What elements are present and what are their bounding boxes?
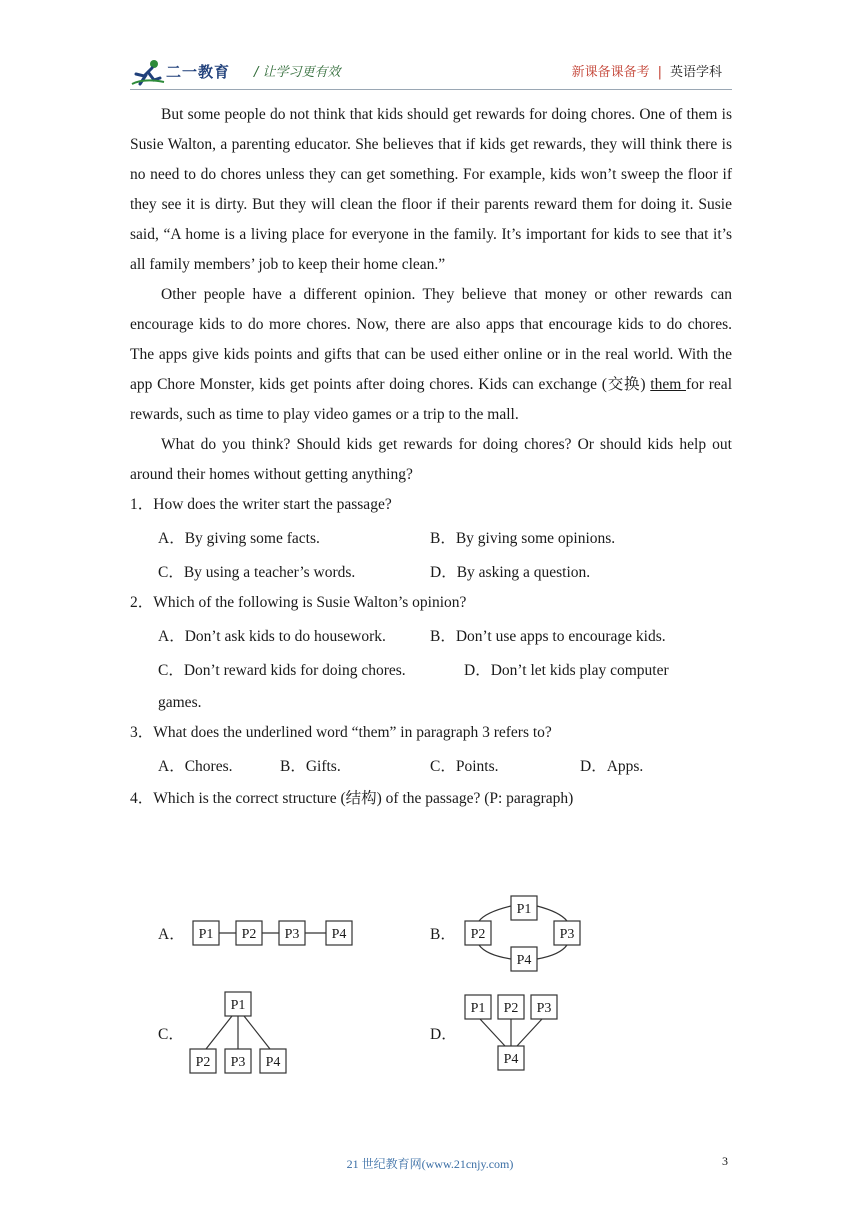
paragraph-3-after: for real rewards, such as time to play video games or a trip to the mall. — [130, 376, 732, 423]
footer-site[interactable]: 21 世纪教育网(www.21cnjy.com) — [346, 1157, 514, 1171]
q3-option-a: A．Chores. — [158, 758, 233, 775]
page-number: 3 — [722, 1154, 728, 1168]
question-3: 3．What does the underlined word “them” in paragraph 3 refers to? — [130, 724, 552, 741]
underlined-word: them — [650, 376, 686, 393]
q3-option-c: C．Points. — [430, 758, 499, 775]
tagline: 新课备课备考 — [571, 65, 650, 80]
diagram-c-link — [206, 1016, 232, 1049]
diagram-a-p3-label: P3 — [284, 927, 300, 942]
q2-option-a: A．Don’t ask kids to do housework. — [158, 628, 386, 645]
diagram-c-p4-label: P4 — [265, 1055, 281, 1070]
paragraph-2: But some people do not think that kids should get rewards for doing chores. One of them is Susie Walton, a parenting educator. She believes that if kids get rewards, they will think there is no need to do chores unless they can get something. For example, kids won’t sweep the floor if they see it is dirty. But they will clean the floor if their parents reward them for doing it. Susie said, “A home is a living place for everyone in the family. It’s important for kids to see that it’s all family members’ job to keep their home clean.” — [130, 106, 732, 273]
diagram-d-link — [517, 1019, 542, 1046]
q4-option-c: C． — [158, 1026, 184, 1043]
diagram-a — [193, 921, 352, 945]
q2-option-b: B．Don’t use apps to encourage kids. — [430, 628, 666, 645]
q4-option-a: A． — [158, 926, 185, 943]
diagram-a-p4-label: P4 — [331, 927, 347, 942]
diagram-b-link — [537, 945, 567, 959]
q1-option-b: B．By giving some opinions. — [430, 530, 616, 547]
diagram-a-p1-label: P1 — [198, 927, 214, 942]
q3-option-b: B．Gifts. — [280, 758, 341, 775]
q3-option-d: D．Apps. — [580, 758, 644, 775]
diagram-d-p4-label: P4 — [503, 1052, 519, 1067]
slogan: / 让学习更有效 — [254, 65, 341, 80]
diagram-d-p2-label: P2 — [503, 1001, 519, 1016]
diagram-a-p2-label: P2 — [241, 927, 257, 942]
q2-option-d: D．Don’t let kids play computer — [464, 662, 669, 679]
diagram-c-p2-label: P2 — [195, 1055, 211, 1070]
diagram-b-p1-label: P1 — [516, 902, 532, 917]
diagram-b-link — [537, 906, 567, 921]
diagram-d-link — [480, 1019, 505, 1046]
diagram-d-p3-label: P3 — [536, 1001, 552, 1016]
diagram-b-link — [479, 906, 511, 921]
paragraph-3-before: Other people have a different opinion. They believe that money or other rewards can encourage kids to do more chores. Now, there are also apps that encourage kids to do chores. The apps give kids points and gifts that can be used either online or in the real world. With the app Chore Monster, kids get points after doing chores. Kids can exchange (交换) — [130, 286, 732, 393]
diagram-b-p4-label: P4 — [516, 953, 532, 968]
paragraph-4: What do you think? Should kids get rewards for doing chores? Or should kids help out around their homes without getting anything? — [130, 436, 732, 483]
diagram-d-p1-label: P1 — [470, 1001, 486, 1016]
question-2: 2．Which of the following is Susie Walton’s opinion? — [130, 594, 467, 611]
q2-option-c: C．Don’t reward kids for doing chores. — [158, 662, 406, 679]
q2-option-d-cont: games. — [158, 694, 202, 711]
diagram-c-link — [244, 1016, 270, 1049]
diagram-b-link — [479, 945, 511, 959]
q1-option-c: C．By using a teacher’s words. — [158, 564, 356, 581]
subject-label: 英语学科 — [669, 65, 722, 80]
diagram-c-p1-label: P1 — [230, 998, 246, 1013]
diagram-b-p2-label: P2 — [470, 927, 486, 942]
q4-option-b: B． — [430, 926, 456, 943]
header-separator: | — [657, 65, 662, 80]
question-1: 1．How does the writer start the passage? — [130, 496, 392, 513]
q1-option-d: D．By asking a question. — [430, 564, 591, 581]
q4-option-d: D． — [430, 1026, 457, 1043]
question-4: 4．Which is the correct structure (结构) of the passage? (P: paragraph) — [130, 790, 574, 807]
q1-option-a: A．By giving some facts. — [158, 530, 320, 547]
logo-text: 二一教育 — [166, 63, 231, 81]
diagram-b-p3-label: P3 — [559, 927, 575, 942]
diagram-c-p3-label: P3 — [230, 1055, 246, 1070]
